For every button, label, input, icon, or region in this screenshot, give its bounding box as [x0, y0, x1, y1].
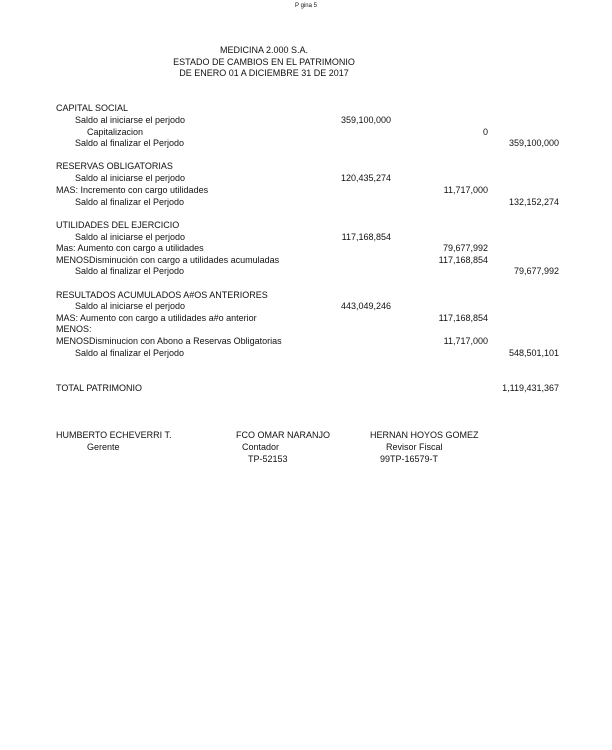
amount-change: 117,168,854 — [438, 313, 488, 323]
signatory-role: Contador — [242, 442, 280, 452]
row-label: MENOSDisminucion con Abono a Reservas Obligatorias — [56, 336, 282, 346]
row-label: Saldo al finalizar el Perjodo — [75, 138, 185, 148]
row-label: MENOS: — [56, 324, 92, 334]
amount-final: 548,501,101 — [508, 348, 559, 358]
amount-change: 0 — [482, 127, 488, 137]
page-number: P gina 5 — [295, 3, 317, 9]
section-heading-reservas: RESERVAS OBLIGATORIAS — [56, 161, 173, 171]
row-label: Saldo al iniciarse el perjodo — [75, 173, 186, 183]
row-label: Saldo al finalizar el Perjodo — [75, 348, 185, 358]
row-label: Saldo al iniciarse el perjodo — [75, 301, 186, 311]
amount-initial: 443,049,246 — [340, 301, 391, 311]
signatory-id: TP-52153 — [248, 454, 288, 464]
row-label: Saldo al finalizar el Perjodo — [75, 197, 185, 207]
signatory-name: HUMBERTO ECHEVERRI T. — [56, 430, 172, 440]
signatory-name: FCO OMAR NARANJO — [236, 430, 331, 440]
row-label: MAS: Incremento con cargo utilidades — [56, 185, 209, 195]
row-label: MENOSDisminución con cargo a utilidades acumuladas — [56, 255, 280, 265]
report-title: ESTADO DE CAMBIOS EN EL PATRIMONIO — [173, 57, 355, 67]
amount-initial: 120,435,274 — [340, 173, 391, 183]
row-label: MAS: Aumento con cargo a utilidades a#o anterior — [56, 313, 257, 323]
amount-final: 79,677,992 — [513, 266, 559, 276]
row-label: Saldo al iniciarse el perjodo — [75, 115, 186, 125]
amount-change: 117,168,854 — [438, 255, 488, 265]
total-value: 1,119,431,367 — [502, 383, 559, 393]
amount-initial: 117,168,854 — [341, 232, 391, 242]
total-label: TOTAL PATRIMONIO — [56, 383, 143, 393]
amount-change: 79,677,992 — [442, 243, 488, 253]
row-label: Mas: Aumento con cargo a utilidades — [56, 243, 204, 253]
section-heading-capital-social: CAPITAL SOCIAL — [56, 103, 129, 113]
signatory-name: HERNAN HOYOS GOMEZ — [370, 430, 479, 440]
company-name: MEDICINA 2.000 S.A. — [219, 45, 309, 55]
row-label: Capitalizacion — [87, 127, 144, 137]
amount-initial: 359,100,000 — [340, 115, 391, 125]
amount-change: 11,717,000 — [443, 336, 488, 346]
row-label: Saldo al finalizar el Perjodo — [75, 266, 185, 276]
report-period: DE ENERO 01 A DICIEMBRE 31 DE 2017 — [179, 68, 349, 78]
row-label: Saldo al iniciarse el perjodo — [75, 232, 186, 242]
signatory-role: Revisor Fiscal — [386, 442, 443, 452]
signatory-role: Gerente — [87, 442, 120, 452]
amount-change: 11,717,000 — [443, 185, 488, 195]
section-heading-resultados: RESULTADOS ACUMULADOS A#OS ANTERIORES — [56, 290, 268, 300]
section-heading-utilidades: UTILIDADES DEL EJERCICIO — [56, 220, 180, 230]
amount-final: 359,100,000 — [508, 138, 559, 148]
signatory-id: 99TP-16579-T — [380, 454, 439, 464]
amount-final: 132,152,274 — [508, 197, 559, 207]
